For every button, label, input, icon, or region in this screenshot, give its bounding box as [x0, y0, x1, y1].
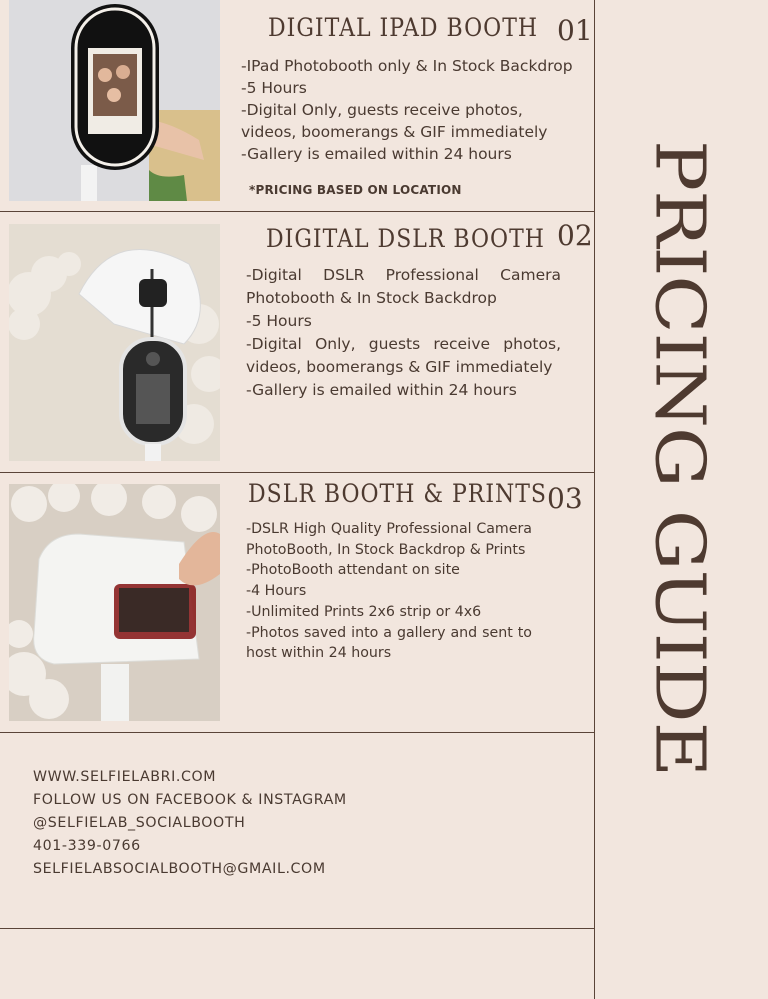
feature-item: -Digital Only, guests receive photos, videos, boomerangs & GIF immediately [241, 101, 548, 141]
section-divider [0, 472, 594, 473]
feature-list [246, 519, 532, 664]
feature-item: -Gallery is emailed within 24 hours [241, 145, 512, 163]
dslr-booth-photo [9, 224, 220, 461]
package-number: 02 [557, 219, 593, 252]
pricing-note: *PRICING BASED ON LOCATION [249, 183, 462, 197]
feature-item: -Unlimited Prints 2x6 strip or 4x6 [246, 603, 482, 620]
package-number: 01 [557, 14, 593, 47]
package-title: DIGITAL IPAD BOOTH [268, 14, 539, 43]
feature-item: -Digital Only, guests receive photos, videos, boomerangs & GIF immediately [246, 335, 561, 376]
phone-number[interactable]: 401-339-0766 [33, 838, 141, 854]
social-follow-text: FOLLOW US ON FACEBOOK & INSTAGRAM [33, 792, 347, 808]
feature-item: -4 Hours [246, 583, 307, 600]
social-handle[interactable]: @SELFIELAB_SOCIALBOOTH [33, 815, 246, 831]
feature-item: -IPad Photobooth only & In Stock Backdrop [241, 57, 573, 75]
feature-item: -5 Hours [241, 79, 307, 97]
email-link[interactable]: SELFIELABSOCIALBOOTH@GMAIL.COM [33, 861, 326, 877]
feature-item: -Digital DSLR Professional Camera Photobooth & In Stock Backdrop [246, 266, 561, 307]
feature-item: -DSLR High Quality Professional Camera PhotoBooth, In Stock Backdrop & Prints [246, 521, 532, 558]
vertical-divider [594, 0, 595, 999]
section-divider [0, 211, 594, 212]
package-title: DIGITAL DSLR BOOTH [266, 225, 545, 254]
feature-list [241, 55, 581, 165]
feature-item: -5 Hours [246, 312, 312, 330]
page-title-vertical [640, 140, 720, 810]
contact-info [33, 766, 347, 881]
package-number: 03 [547, 482, 583, 515]
section-divider [0, 928, 594, 929]
section-divider [0, 732, 594, 733]
feature-item: -Gallery is emailed within 24 hours [246, 381, 517, 399]
ipad-booth-photo [9, 0, 220, 201]
print-booth-photo [9, 484, 220, 721]
feature-item: -Photos saved into a gallery and sent to host within 24 hours [246, 624, 532, 662]
package-title: DSLR BOOTH & PRINTS [248, 480, 548, 509]
website-link[interactable]: WWW.SELFIELABRI.COM [33, 769, 217, 785]
feature-list [246, 264, 561, 402]
page-title: PRICING GUIDE [640, 140, 721, 777]
feature-item: -PhotoBooth attendant on site [246, 562, 460, 579]
